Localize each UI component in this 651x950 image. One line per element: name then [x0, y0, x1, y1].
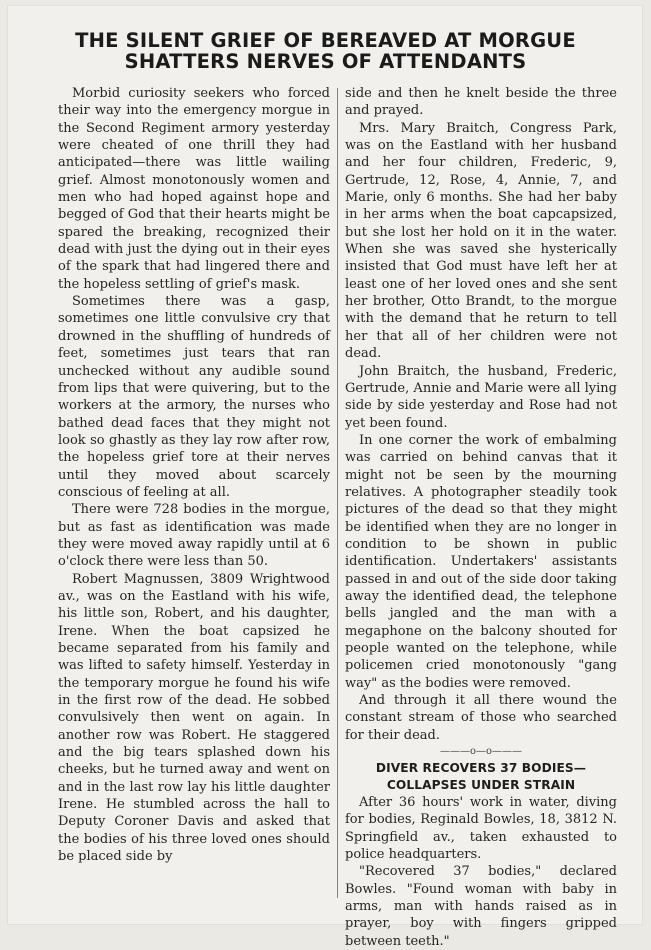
paragraph: Robert Magnussen, 3809 Wrightwood av., was on the Eastland with his wife, his little son, Robert, and his daughter, Irene. When the boat capsized he became separated from his family and was lifted to safety himself. Yesterday in the temporary morgue he found his wife in the first row of the dead. He sobbed convulsively then went on again. In another row was Robert. He staggered and the big tears splashed down his cheeks, but he turned away and went on and in the last row lay his little daughter Irene. He stumbled across the hall to Deputy Coroner Davis and asked that the bodies of his three loved ones should be placed side by: [58, 571, 330, 865]
left-column: [58, 85, 330, 865]
paragraph: There were 728 bodies in the morgue, but as fast as identification was made they were moved away rapidly until at 6 o'clock there were less than 50.: [58, 502, 330, 570]
paragraph: John Braitch, the husband, Frederic, Gertrude, Annie and Marie were all lying side by side yesterday and Rose had not yet been found.: [345, 363, 617, 431]
paragraph: "Recovered 37 bodies," declared Bowles. "Found woman with baby in arms, man with hands raised as in prayer, boy with fingers gripped between teeth.": [345, 864, 617, 949]
subheadline: [345, 760, 617, 794]
subheadline-line-2: COLLAPSES UNDER STRAIN: [386, 778, 576, 793]
paragraph: And through it all there wound the constant stream of those who searched for their dead.: [345, 693, 617, 743]
headline: [20, 30, 631, 72]
paragraph: After 36 hours' work in water, diving for bodies, Reginald Bowles, 18, 3812 N. Springfield av., taken exhausted to police headquarters.: [345, 795, 617, 863]
section-ornament: ———o—o———: [439, 746, 523, 758]
paragraph-continuation: side and then he knelt beside the three and prayed.: [345, 86, 617, 119]
paragraph: Morbid curiosity seekers who forced their way into the emergency morgue in the Second Regiment armory yesterday were cheated of one thrill they had anticipated—there was little wailing grief. Almost monotonously women and men who had hoped against hope and begged of God that their hearts might be spared the breaking, recognized their dead with just the dying out in their eyes of the spark that had lingered there and the hopeless settling of grief's mask.: [58, 86, 330, 292]
column-divider: [337, 88, 338, 898]
paragraph: In one corner the work of embalming was carried on behind canvas that it might not be seen by the mourning relatives. A photographer steadily took pictures of the dead so that they might be identified when they are no longer in condition to be shown in public identification. Undertakers' assistants passed in and out of the side door taking away the identified dead, the telephone bells jangled and the man with a megaphone on the balcony shouted for people wanted on the telephone, while policemen cried monotonously "gang way" as the bodies were removed.: [345, 432, 617, 691]
paragraph: Mrs. Mary Braitch, Congress Park, was on the Eastland with her husband and her four children, Frederic, 9, Gertrude, 12, Rose, 4, Annie, 7, and Marie, only 6 months. She had her baby in her arms when the boat capcapsized, but she lost her hold on it in the water. When she was saved she hysterically insisted that God must have left her at least one of her loved ones and she sent her brother, Otto Brandt, to the morgue with the demand that he return to tell her that all of her children were not dead.: [345, 120, 617, 362]
subheadline-line-1: DIVER RECOVERS 37 BODIES—: [375, 761, 587, 776]
paragraph: Sometimes there was a gasp, sometimes one little convulsive cry that drowned in the shuffling of hundreds of feet, sometimes just tears that ran unchecked without any audible sound from lips that were quivering, but to the workers at the armory, the nurses who bathed dead faces that they might not look so ghastly as they lay row after row, the hopeless grief tore at their nerves until they moved about scarcely conscious of feeling at all.: [58, 294, 330, 500]
right-column: [345, 85, 617, 950]
headline-line-2: SHATTERS NERVES OF ATTENDANTS: [124, 50, 527, 73]
headline-line-1: THE SILENT GRIEF OF BEREAVED AT MORGUE: [75, 29, 576, 52]
